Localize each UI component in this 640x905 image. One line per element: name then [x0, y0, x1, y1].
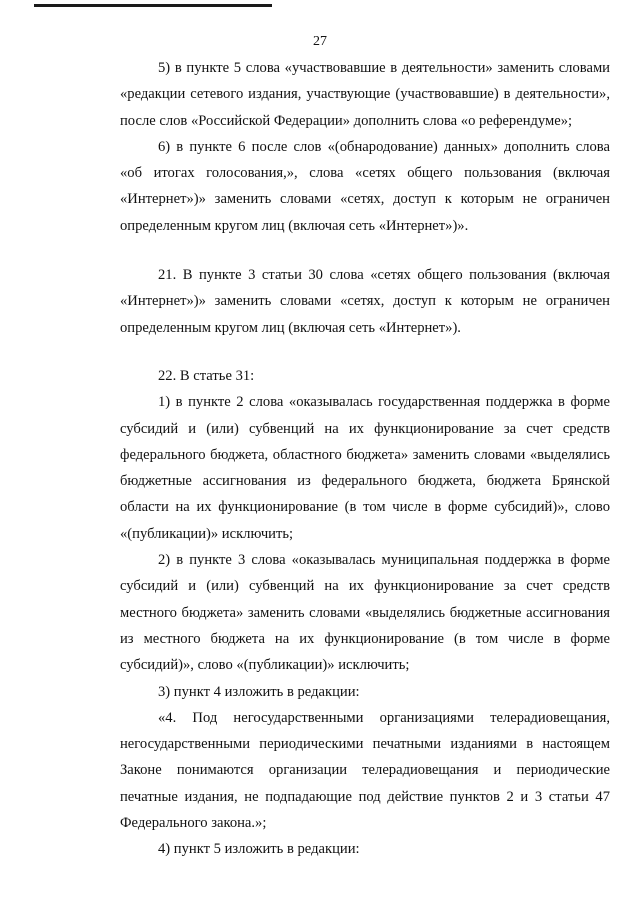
- paragraph-item-1: 1) в пункте 2 слова «оказывалась государственная поддержка в форме субсидий и (или) субвенций на их функционирование за счет средств федерального бюджета, областного бюджета» заменить словами «выделялись бюджетные ассигнования из федерального бюджета, бюджета Брянской области на их функционирование (в том числе в форме субсидий)», слово «(публикации)» исключить;: [120, 394, 610, 542]
- paragraph-section-22-heading: 22. В статье 31:: [158, 367, 255, 384]
- paragraph-item-4: 4) пункт 5 изложить в редакции:: [158, 841, 360, 858]
- paragraph-section-21: 21. В пункте 3 статьи 30 слова «сетях общего пользования (включая «Интернет»)» заменить словами «сетях, доступ к которым не ограничен определенным кругом лиц (включая сеть «Интернет»).: [120, 267, 610, 336]
- top-edge-rule: [34, 4, 272, 7]
- paragraph-item-6: 6) в пункте 6 после слов «(обнародование) данных» дополнить слова «об итогах голосования,», слова «сетях общего пользования (включая «Интернет»)» заменить словами «сетях, доступ к которым не ограничен определенным кругом лиц (включая сеть «Интернет»)».: [120, 138, 610, 234]
- paragraph-item-2: 2) в пункте 3 слова «оказывалась муниципальная поддержка в форме субсидий и (или) субвенций на их функционирование за счет средств местного бюджета» заменить словами «выделялись бюджетные ассигнования из местного бюджета на их функционирование (в том числе в форме субсидий)», слово «(публикации)» исключить;: [120, 552, 610, 674]
- paragraph-item-3: 3) пункт 4 изложить в редакции:: [158, 683, 360, 700]
- document-body: [120, 55, 610, 863]
- paragraph-item-5: 5) в пункте 5 слова «участвовавшие в деятельности» заменить словами «редакции сетевого издания, участвующие (участвовавшие) в деятельности», после слов «Российской Федерации» дополнить слова «о референдуме»;: [120, 60, 610, 129]
- page-number: 27: [313, 34, 327, 49]
- paragraph-quoted-point-4: «4. Под негосударственными организациями телерадиовещания, негосударственными периодическими печатными изданиями в настоящем Законе понимаются организации телерадиовещания и периодические печатные издания, не подпадающие под действие пунктов 2 и 3 статьи 47 Федерального закона.»;: [120, 709, 610, 832]
